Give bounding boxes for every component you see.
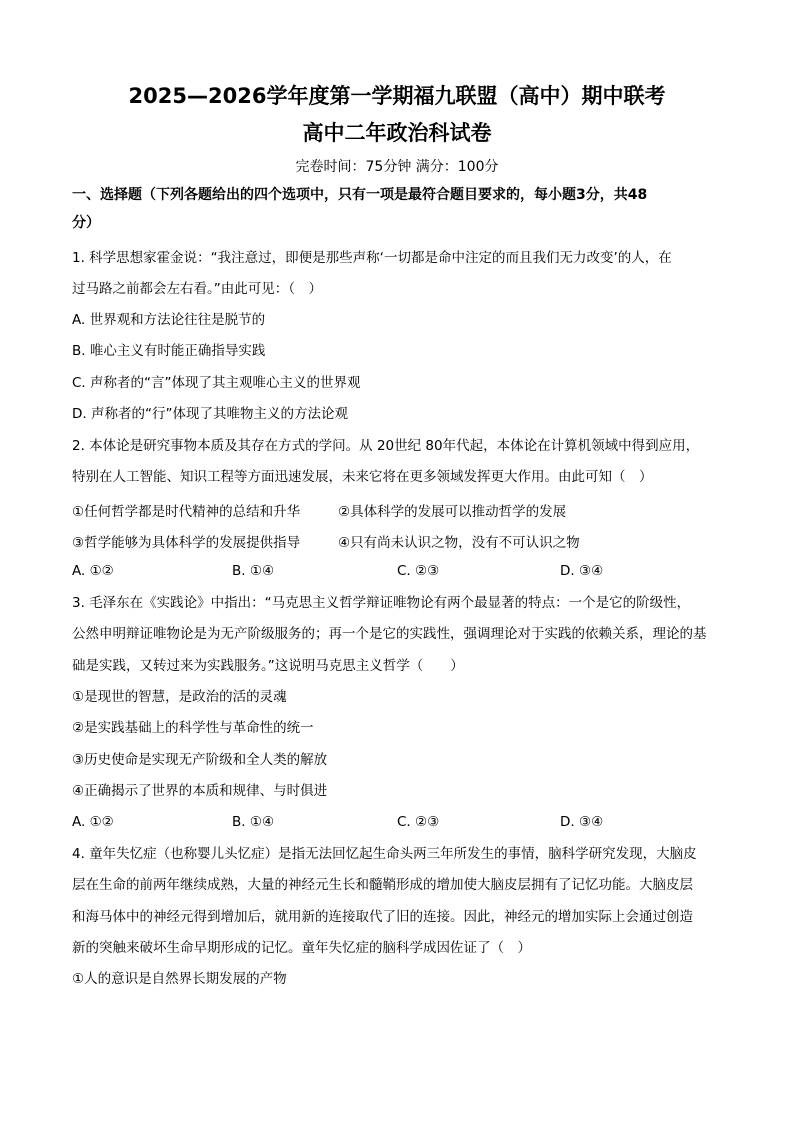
section-heading-line2: 分）	[72, 215, 100, 231]
question-3-stem-line3: 础是实践，又转过来为实践服务。”这说明马克思主义哲学（ ）	[72, 658, 464, 674]
question-3-statement-4: ④正确揭示了世界的本质和规律、与时俱进	[72, 783, 328, 799]
question-2-statements-row2	[72, 531, 728, 549]
question-4-stem-line3: 和海马体中的神经元得到增加后，就用新的连接取代了旧的连接。因此，神经元的增加实际上会通过创造	[72, 909, 693, 925]
question-4-stem-line1: 4. 童年失忆症（也称婴儿头忆症）是指无法回忆起生命头两三年所发生的事情，脑科学研究发现，大脑皮	[72, 846, 697, 862]
question-1-stem-line1: 1. 科学思想家霍金说：“我注意过，即便是那些声称‘一切都是命中注定的而且我们无力改变’的人，在	[72, 250, 672, 266]
question-1-option-c: C. 声称者的“言”体现了其主观唯心主义的世界观	[72, 375, 361, 391]
question-2-statement-3: ③哲学能够为具体科学的发展提供指导	[72, 535, 301, 551]
question-1-option-a: A. 世界观和方法论往往是脱节的	[72, 312, 266, 328]
question-2-stem-line2: 特别在人工智能、知识工程等方面迅速发展，未来它将在更多领域发挥更大作用。由此可知（ ）	[72, 469, 653, 485]
question-3-statement-1: ①是现世的智慧，是政治的活的灵魂	[72, 689, 287, 705]
question-2-statement-4: ④只有尚未认识之物，没有不可认识之物	[338, 535, 580, 551]
question-1-option-b: B. 唯心主义有时能正确指导实践	[72, 343, 266, 359]
section-heading-line1: 一、选择题（下列各题给出的四个选项中，只有一项是最符合题目要求的，每小题3分，共48	[72, 187, 648, 203]
question-3-statement-2: ②是实践基础上的科学性与革命性的统一	[72, 720, 314, 736]
question-3-option-d: D. ③④	[560, 814, 604, 830]
question-3-statement-3: ③历史使命是实现无产阶级和全人类的解放	[72, 752, 328, 768]
question-4-stem-line4: 新的突触来破坏生命早期形成的记忆。童年失忆症的脑科学成因佐证了（ ）	[72, 940, 531, 956]
question-2-statement-1: ①任何哲学都是时代精神的总结和升华	[72, 504, 301, 520]
question-1-stem-line2: 过马路之前都会左右看。”由此可见：（ ）	[72, 281, 322, 297]
question-2-option-d: D. ③④	[560, 563, 604, 579]
exam-subtitle: 高中二年政治科试卷	[302, 121, 492, 145]
question-1-option-d: D. 声称者的“行”体现了其唯物主义的方法论观	[72, 406, 348, 422]
question-3-option-c: C. ②③	[397, 814, 440, 830]
question-3-option-a: A. ①②	[72, 814, 114, 830]
question-3-stem-line1: 3. 毛泽东在《实践论》中指出：“马克思主义哲学辩证唯物论有两个最显著的特点：一个是它的阶级性，	[72, 595, 691, 611]
question-3-stem-line2: 公然申明辩证唯物论是为无产阶级服务的；再一个是它的实践性，强调理论对于实践的依赖关系，理论的基	[72, 626, 707, 642]
question-2-option-a: A. ①②	[72, 563, 114, 579]
question-4-stem-line2: 层在生命的前两年继续成熟，大量的神经元生长和髓鞘形成的增加使大脑皮层拥有了记忆功能。大脑皮层	[72, 877, 693, 893]
question-2-option-c: C. ②③	[397, 563, 440, 579]
exam-title: 2025—2026学年度第一学期福九联盟（高中）期中联考	[128, 84, 666, 108]
question-3-option-b: B. ①④	[232, 814, 275, 830]
question-3-options	[72, 814, 728, 832]
question-2-statement-2: ②具体科学的发展可以推动哲学的发展	[338, 504, 567, 520]
exam-info: 完卷时间：75分钟 满分：100分	[295, 159, 499, 175]
question-2-option-b: B. ①④	[232, 563, 275, 579]
question-2-statements-row1	[72, 500, 728, 518]
question-2-options	[72, 563, 728, 581]
question-2-stem-line1: 2. 本体论是研究事物本质及其存在方式的学问。从 20世纪 80年代起，本体论在计算机领域中得到应用，	[72, 438, 700, 454]
question-4-statement-1: ①人的意识是自然界长期发展的产物	[72, 971, 287, 987]
